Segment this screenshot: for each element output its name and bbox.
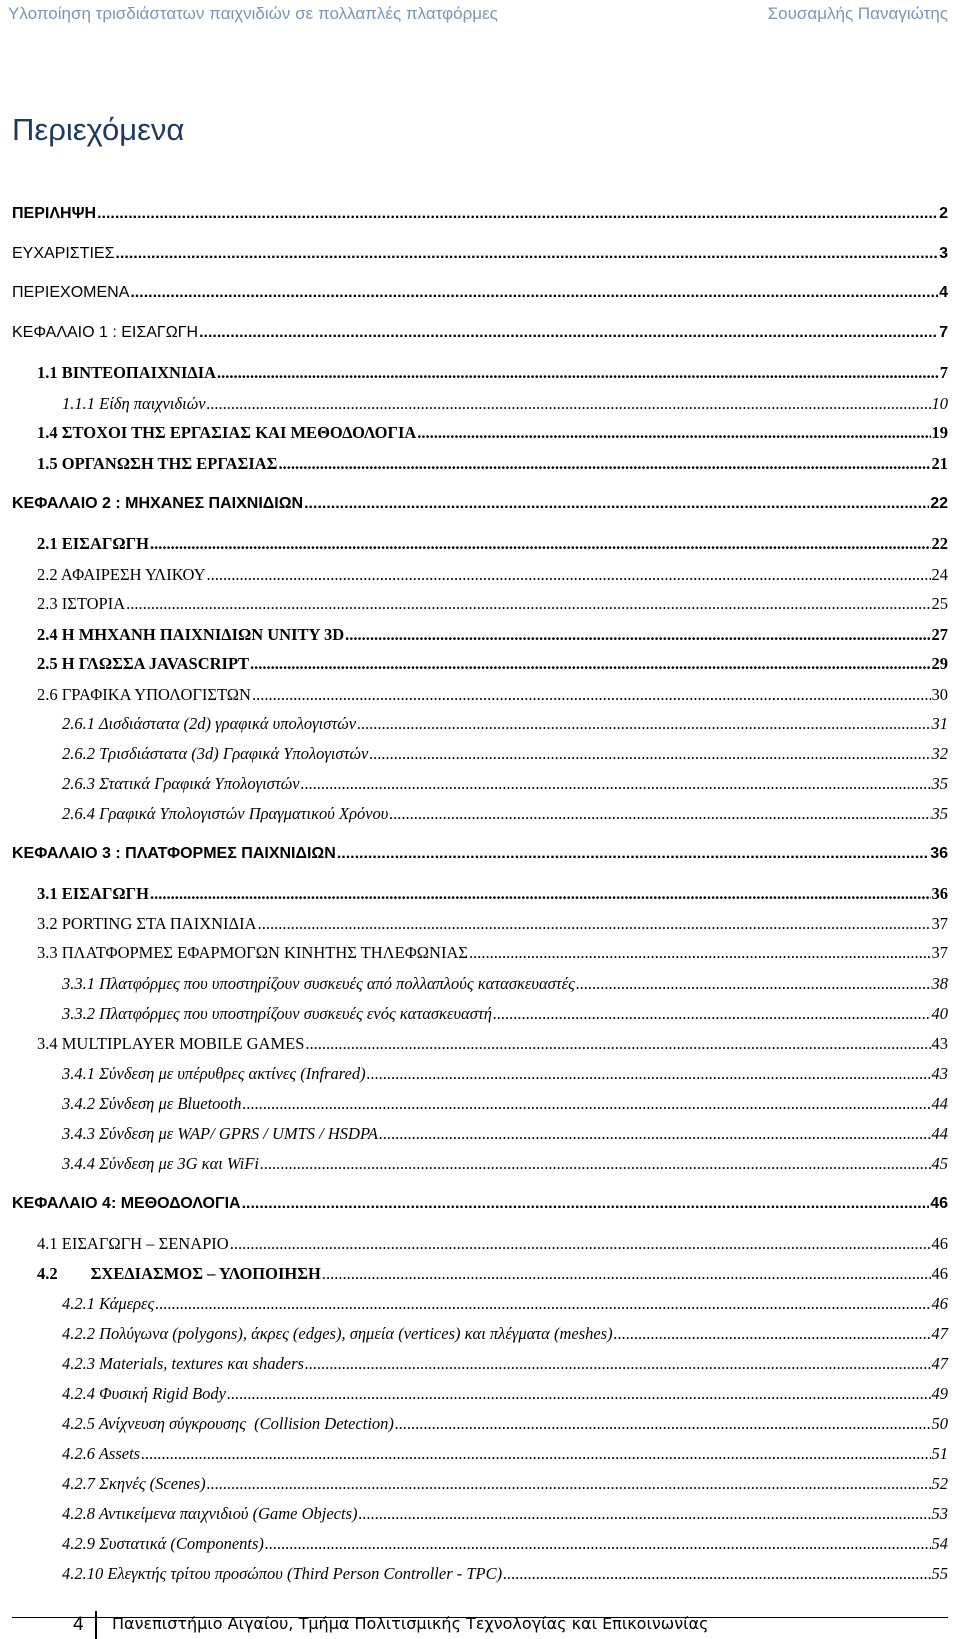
toc-entry-chapter-2[interactable]: ΚΕΦΑΛΑΙΟ 2 : ΜΗΧΑΝΕΣ ΠΑΙΧΝΙΔΙΩΝ ..... 22 (12, 496, 948, 512)
header-document-title: Υλοποίηση τρισδιάστατων παιχνιδιών σε πολλαπλές πλατφόρμες (8, 4, 498, 23)
header-author: Σουσαμλής Παναγιώτης (767, 4, 948, 23)
toc-entry-4-2-6[interactable]: 4.2.6 Assets ..... 51 (62, 1446, 948, 1463)
toc-entry-4-2-1[interactable]: 4.2.1 Κάμερες ..... 46 (62, 1296, 948, 1313)
toc-entry-2-6-3[interactable]: 2.6.3 Στατικά Γραφικά Υπολογιστών ..... 35 (62, 776, 948, 793)
toc-entry-2-6-2[interactable]: 2.6.2 Τρισδιάστατα (3d) Γραφικά Υπολογιστών ..... 32 (62, 746, 948, 763)
toc-entry-chapter-4[interactable]: ΚΕΦΑΛΑΙΟ 4: ΜΕΘΟΔΟΛΟΓΙΑ ..... 46 (12, 1196, 948, 1212)
toc-entry-contents[interactable]: ΠΕΡΙΕΧΟΜΕΝΑ ..... 4 (12, 285, 948, 301)
toc-entry-2-2[interactable]: 2.2 ΑΦΑΙΡΕΣΗ ΥΛΙΚΟΥ ..... 24 (37, 567, 948, 584)
footer-divider (95, 1611, 97, 1639)
footer-institution: Πανεπιστήμιο Αιγαίου, Τμήμα Πολιτισμικής Τεχνολογίας και Επικοινωνίας (112, 1614, 709, 1633)
toc-entry-3-4-2[interactable]: 3.4.2 Σύνδεση με Bluetooth ..... 44 (62, 1096, 948, 1113)
toc-entry-3-3-1[interactable]: 3.3.1 Πλατφόρμες που υποστηρίζουν συσκευές από πολλαπλούς κατασκευαστές ..... 38 (62, 976, 948, 993)
toc-entry-chapter-3[interactable]: ΚΕΦΑΛΑΙΟ 3 : ΠΛΑΤΦΟΡΜΕΣ ΠΑΙΧΝΙΔΙΩΝ ..... 36 (12, 846, 948, 862)
toc-entry-3-4-4[interactable]: 3.4.4 Σύνδεση με 3G και WiFi ..... 45 (62, 1156, 948, 1173)
toc-entry-2-6[interactable]: 2.6 ΓΡΑΦΙΚΑ ΥΠΟΛΟΓΙΣΤΩΝ ..... 30 (37, 687, 948, 704)
toc-entry-2-6-4[interactable]: 2.6.4 Γραφικά Υπολογιστών Πραγματικού Χρόνου ..... 35 (62, 806, 948, 823)
toc-entry-4-2-4[interactable]: 4.2.4 Φυσική Rigid Body ..... 49 (62, 1386, 948, 1403)
toc-entry-3-3[interactable]: 3.3 ΠΛΑΤΦΟΡΜΕΣ ΕΦΑΡΜΟΓΩΝ ΚΙΝΗΤΗΣ ΤΗΛΕΦΩΝΙΑΣ ..... 37 (37, 945, 948, 962)
toc-entry-2-3[interactable]: 2.3 ΙΣΤΟΡΙΑ ..... 25 (37, 596, 948, 613)
toc-entry-2-1[interactable]: 2.1 ΕΙΣΑΓΩΓΗ ..... 22 (37, 536, 948, 553)
toc-entry-4-2-10[interactable]: 4.2.10 Ελεγκτής τρίτου προσώπου (Third Person Controller - TPC) ..... 55 (62, 1566, 948, 1583)
toc-entry-4-2-7[interactable]: 4.2.7 Σκηνές (Scenes) ..... 52 (62, 1476, 948, 1493)
toc-entry-4-2-5[interactable]: 4.2.5 Ανίχνευση σύγκρουσης (Collision Detection) ..... 50 (62, 1416, 948, 1433)
toc-entry-2-5[interactable]: 2.5 Η ΓΛΩΣΣΑ JAVASCRIPT ..... 29 (37, 656, 948, 673)
toc-entry-3-1[interactable]: 3.1 ΕΙΣΑΓΩΓΗ ..... 36 (37, 886, 948, 903)
toc-entry-4-2[interactable]: 4.2 ΣΧΕΔΙΑΣΜΟΣ – ΥΛΟΠΟΙΗΣΗ ..... 46 (37, 1266, 948, 1283)
footer-page-number: 4 (73, 1614, 84, 1635)
toc-entry-3-3-2[interactable]: 3.3.2 Πλατφόρμες που υποστηρίζουν συσκευές ενός κατασκευαστή ..... 40 (62, 1006, 948, 1023)
toc-entry-1-1[interactable]: 1.1 ΒΙΝΤΕΟΠΑΙΧΝΙΔΙΑ ..... 7 (37, 365, 948, 382)
toc-entry-3-2[interactable]: 3.2 PORTING ΣΤΑ ΠΑΙΧΝΙΔΙΑ ..... 37 (37, 916, 948, 933)
toc-entry-4-2-2[interactable]: 4.2.2 Πολύγωνα (polygons), άκρες (edges), σημεία (vertices) και πλέγματα (meshes) ..... 47 (62, 1326, 948, 1343)
toc-entry-4-2-8[interactable]: 4.2.8 Αντικείμενα παιχνιδιού (Game Objects) ..... 53 (62, 1506, 948, 1523)
toc-entry-3-4-3[interactable]: 3.4.3 Σύνδεση με WAP/ GPRS / UMTS / HSDPA ..... 44 (62, 1126, 948, 1143)
toc-entry-1-4[interactable]: 1.4 ΣΤΟΧΟΙ ΤΗΣ ΕΡΓΑΣΙΑΣ ΚΑΙ ΜΕΘΟΔΟΛΟΓΙΑ ..... 19 (37, 425, 948, 442)
toc-entry-1-5[interactable]: 1.5 ΟΡΓΑΝΩΣΗ ΤΗΣ ΕΡΓΑΣΙΑΣ ..... 21 (37, 456, 948, 473)
toc-entry-chapter-1[interactable]: ΚΕΦΑΛΑΙΟ 1 : ΕΙΣΑΓΩΓΗ ..... 7 (12, 325, 948, 341)
toc-entry-4-2-3[interactable]: 4.2.3 Materials, textures και shaders ..... 47 (62, 1356, 948, 1373)
toc-entry-summary[interactable]: ΠΕΡΙΛΗΨΗ ..... 2 (12, 206, 948, 222)
toc-entry-2-4[interactable]: 2.4 Η ΜΗΧΑΝΗ ΠΑΙΧΝΙΔΙΩΝ UNITY 3D ..... 27 (37, 627, 948, 644)
toc-entry-1-1-1[interactable]: 1.1.1 Είδη παιχνιδιών ..... 10 (62, 396, 948, 413)
page-title: Περιεχόμενα (12, 112, 185, 147)
toc-entry-4-1[interactable]: 4.1 ΕΙΣΑΓΩΓΗ – ΣΕΝΑΡΙΟ ..... 46 (37, 1236, 948, 1253)
toc-entry-4-2-9[interactable]: 4.2.9 Συστατικά (Components) ..... 54 (62, 1536, 948, 1553)
toc-entry-2-6-1[interactable]: 2.6.1 Δισδιάστατα (2d) γραφικά υπολογιστών ..... 31 (62, 716, 948, 733)
toc-entry-acknowledgements[interactable]: ΕΥΧΑΡΙΣΤΙΕΣ ..... 3 (12, 246, 948, 262)
toc-entry-3-4[interactable]: 3.4 MULTIPLAYER MOBILE GAMES ..... 43 (37, 1036, 948, 1053)
toc-entry-3-4-1[interactable]: 3.4.1 Σύνδεση με υπέρυθρες ακτίνες (Infrared) ..... 43 (62, 1066, 948, 1083)
